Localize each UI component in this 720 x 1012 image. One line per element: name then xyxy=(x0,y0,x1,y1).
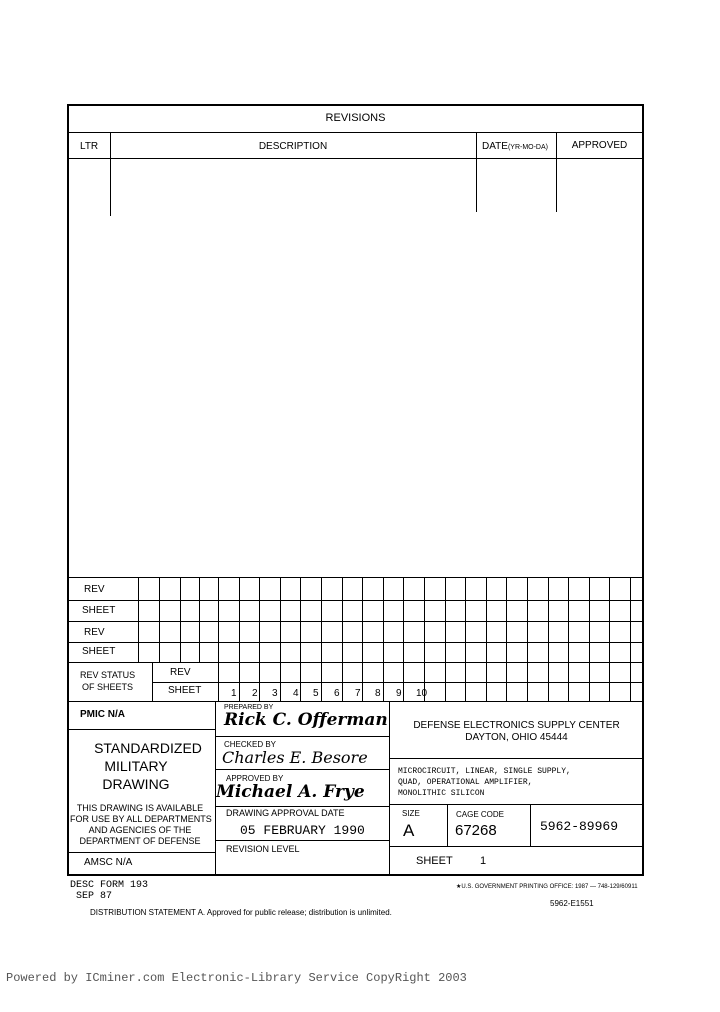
sheet-number-10: 10 xyxy=(416,688,428,699)
status-rev-label: REV xyxy=(170,667,191,678)
size-value: A xyxy=(403,821,415,840)
revisions-title: REVISIONS xyxy=(325,112,386,124)
gpo-imprint: ★U.S. GOVERNMENT PRINTING OFFICE: 1987 — 748-129/60911 xyxy=(456,884,638,890)
approval-date-label: DRAWING APPROVAL DATE xyxy=(226,808,345,818)
revision-level-label: REVISION LEVEL xyxy=(226,844,300,854)
availability-line4: DEPARTMENT OF DEFENSE xyxy=(79,836,201,846)
sheet-row-label-1: SHEET xyxy=(82,605,116,616)
form-number-label: DESC FORM 193 xyxy=(70,880,149,891)
title-line1: MICROCIRCUIT, LINEAR, SINGLE SUPPLY, xyxy=(398,767,571,776)
standardized-label: STANDARDIZED xyxy=(94,740,202,756)
column-date-label: DATE xyxy=(482,141,508,152)
approved-by-label: APPROVED BY xyxy=(226,774,284,783)
availability-line1: THIS DRAWING IS AVAILABLE xyxy=(76,803,204,813)
column-description: DESCRIPTION xyxy=(258,141,328,152)
column-ltr: LTR xyxy=(80,141,99,152)
agency-address: DAYTON, OHIO 45444 xyxy=(465,732,568,743)
drawing-number: 5962-89969 xyxy=(540,819,619,834)
sheet-number-5: 5 xyxy=(313,688,319,699)
approved-signature: Michael A. Frye xyxy=(216,782,365,802)
drawing-label: DRAWING xyxy=(102,776,170,792)
availability-line3: AND AGENCIES OF THE xyxy=(88,825,192,835)
checked-by-label: CHECKED BY xyxy=(224,740,277,749)
title-line2: QUAD, OPERATIONAL AMPLIFIER, xyxy=(398,778,533,787)
sheet-row-label-2: SHEET xyxy=(82,646,116,657)
checked-signature: Charles E. Besore xyxy=(222,748,368,767)
amsc-label: AMSC N/A xyxy=(84,857,133,868)
rev-row-label-1: REV xyxy=(84,584,105,595)
approval-date: 05 FEBRUARY 1990 xyxy=(240,823,365,838)
status-sheet-label: SHEET xyxy=(168,685,202,696)
prepared-signature: Rick C. Offerman xyxy=(224,710,388,730)
sheet-number-9: 9 xyxy=(396,688,402,699)
column-date xyxy=(482,142,548,152)
sheet-number-3: 3 xyxy=(272,688,278,699)
column-approved: APPROVED xyxy=(571,140,628,151)
cage-code-label: CAGE CODE xyxy=(456,810,505,819)
sheet-number-4: 4 xyxy=(293,688,299,699)
powered-by-watermark: Powered by ICminer.com Electronic-Library Service CopyRight 2003 xyxy=(6,971,467,985)
military-label: MILITARY xyxy=(104,758,168,774)
rev-row-label-2: REV xyxy=(84,627,105,638)
rev-status-line1: REV STATUS xyxy=(80,670,136,680)
form-serial: 5962-E1551 xyxy=(550,899,594,908)
sheet-number-1: 1 xyxy=(231,688,237,699)
sheet-label: SHEET xyxy=(416,855,453,867)
form-date-label: SEP 87 xyxy=(76,891,113,902)
pmic-label: PMIC N/A xyxy=(80,709,125,720)
prepared-by-label: PREPARED BY xyxy=(224,704,274,711)
title-line3: MONOLITHIC SILICON xyxy=(398,789,485,798)
availability-line2: FOR USE BY ALL DEPARTMENTS xyxy=(70,814,212,824)
sheet-number-7: 7 xyxy=(355,688,361,699)
sheet-number-2: 2 xyxy=(252,688,258,699)
cage-code-value: 67268 xyxy=(455,822,497,839)
sheet-number-8: 8 xyxy=(375,688,381,699)
sheet-number-6: 6 xyxy=(334,688,340,699)
agency-name: DEFENSE ELECTRONICS SUPPLY CENTER xyxy=(413,720,620,731)
sheet-value: 1 xyxy=(480,855,487,867)
rev-status-line2: OF SHEETS xyxy=(82,682,134,692)
size-label: SIZE xyxy=(402,809,420,818)
distribution-statement: DISTRIBUTION STATEMENT A. Approved for public release; distribution is unlimited. xyxy=(90,908,392,917)
column-date-format: (YR-MO-DA) xyxy=(507,144,548,151)
